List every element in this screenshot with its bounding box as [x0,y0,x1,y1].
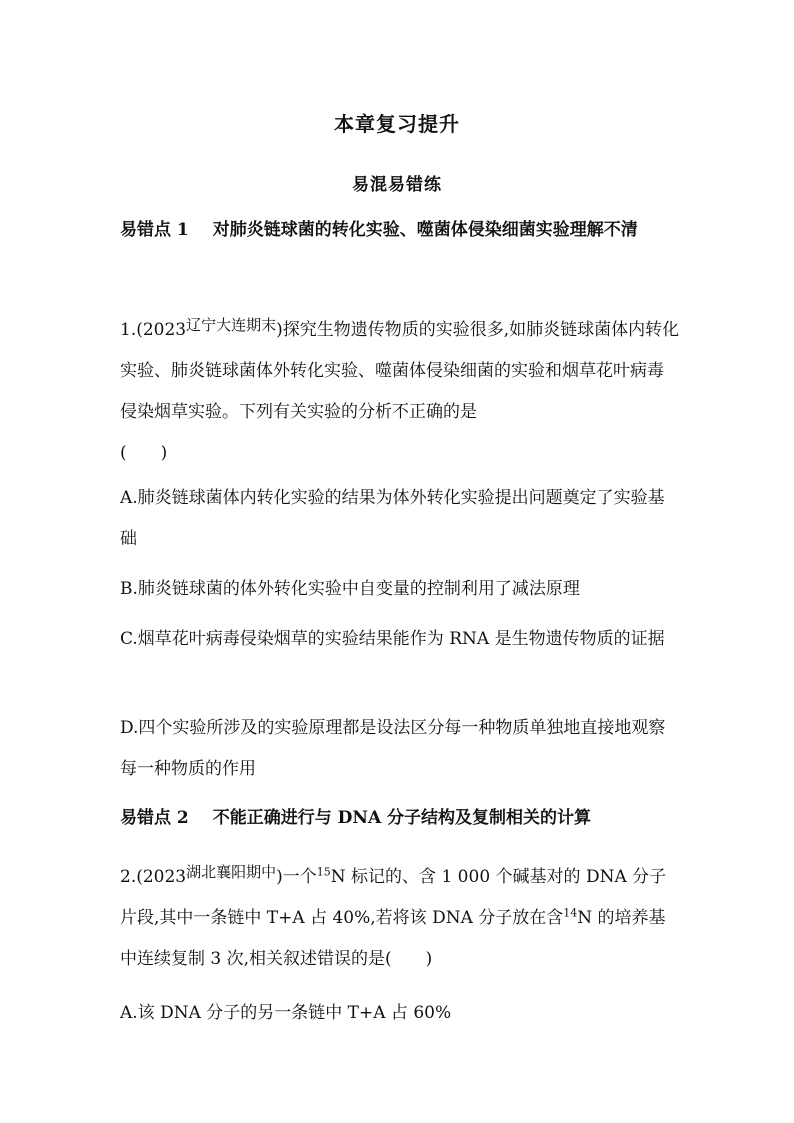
isotope-14-superscript: 14 [563,906,578,920]
question-2-text-2: N 标记的、含 1 000 个碱基对的 DNA 分子片段,其中一条链中 T+A 占 40%,若将该 DNA 分子放在含 [120,867,667,928]
question-1-stem [120,310,680,474]
question-2-stem [120,857,680,980]
error-point-1-heading [120,210,680,250]
question-2-answer-blank: ( ) [385,949,433,969]
question-1-option-d: D.四个实验所涉及的实验原理都是设法区分每一种物质单独地直接地观察每一种物质的作用 [120,718,666,779]
question-2-number: 2.(2023 [120,867,187,887]
error-point-1-text: 对肺炎链球菌的转化实验、噬菌体侵染细菌实验理解不清 [212,220,638,240]
error-point-2-tag: 易错点 2 [120,808,189,828]
question-1-source: 辽宁大连期末 [186,316,277,334]
question-1-number: 1.(2023 [120,320,187,340]
error-point-2-text: 不能正确进行与 DNA 分子结构及复制相关的计算 [212,808,592,828]
error-point-2-heading [120,798,680,838]
isotope-15-superscript: 15 [316,865,331,879]
question-1-option-a: A.肺炎链球菌体内转化实验的结果为体外转化实验提出问题奠定了实验基础 [120,488,665,549]
question-2-option-a: A.该 DNA 分子的另一条链中 T+A 占 60% [120,1003,452,1023]
question-1-option-c: C.烟草花叶病毒侵染烟草的实验结果能作为 RNA 是生物遗传物质的证据 [120,629,665,649]
question-1-option-b: B.肺炎链球菌的体外转化实验中自变量的控制利用了减法原理 [120,579,580,599]
question-2-text-3: N 的培养基中连续复制 3 次,相关叙述错误的是 [120,908,666,969]
question-2-source: 湖北襄阳期中 [186,863,277,881]
question-2-text-1: )一个 [276,867,317,887]
chapter-title: 本章复习提升 [334,112,460,136]
question-1-answer-blank: ( ) [120,443,168,463]
section-subtitle: 易混易错练 [352,175,442,195]
question-1-text: )探究生物遗传物质的实验很多,如肺炎链球菌体内转化实验、肺炎链球菌体外转化实验、噬菌体侵染细菌的实验和烟草花叶病毒侵染烟草实验。下列有关实验的分析不正确的是 [120,320,680,422]
error-point-1-tag: 易错点 1 [120,220,189,240]
